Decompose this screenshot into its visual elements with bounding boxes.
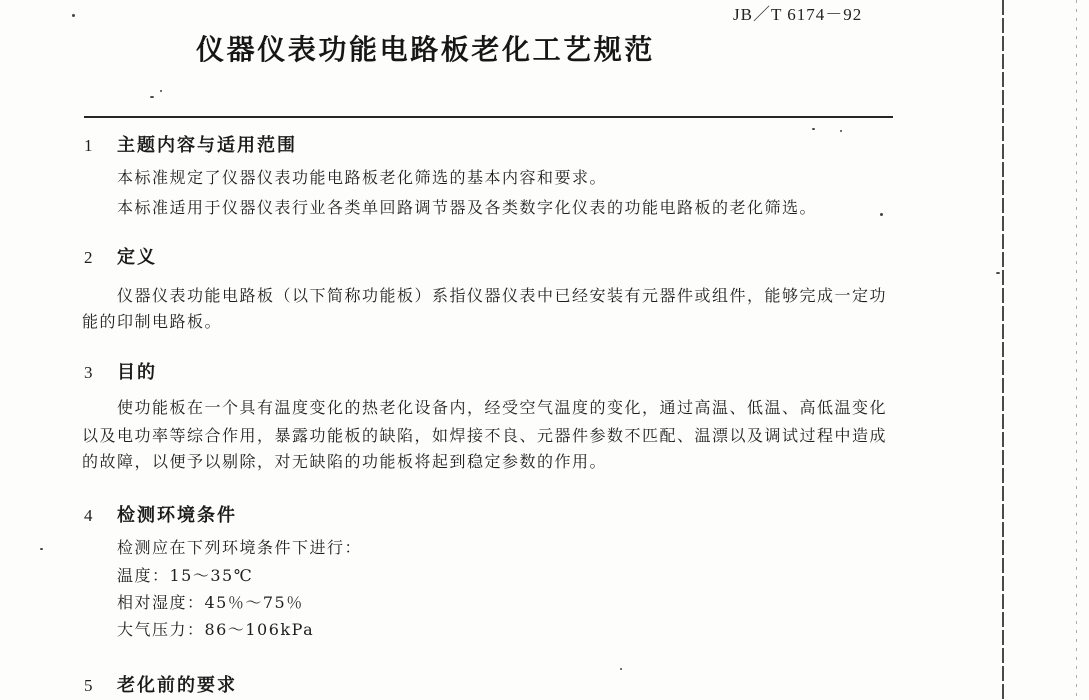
paragraph-line: 检测应在下列环境条件下进行： [117, 538, 363, 557]
scan-speck [72, 14, 75, 17]
scan-speck [840, 130, 842, 132]
paragraph-line: 仪器仪表功能电路板（以下简称功能板）系指仪器仪表中已经安装有元器件或组件，能够完成一定功 [117, 286, 888, 305]
section-heading: 目的 [117, 362, 157, 383]
section-number: 4 [84, 506, 93, 525]
paragraph-line: 以及电功率等综合作用，暴露功能板的缺陷，如焊接不良、元器件参数不匹配、温漂以及调试过程中造成 [82, 426, 888, 445]
section-number: 5 [84, 676, 93, 695]
paragraph-line: 使功能板在一个具有温度变化的热老化设备内，经受空气温度的变化，通过高温、低温、高低温变化 [117, 398, 888, 417]
condition-item: 大气压力：86～106kPa [117, 620, 315, 639]
scan-speck [620, 668, 622, 670]
document-title: 仪器仪表功能电路板老化工艺规范 [196, 33, 656, 66]
paragraph-line: 的故障，以便予以剔除，对无缺陷的功能板将起到稳定参数的作用。 [82, 452, 608, 471]
section-heading: 老化前的要求 [117, 675, 237, 696]
section-heading: 主题内容与适用范围 [117, 135, 297, 156]
scan-edge-line [1002, 0, 1004, 700]
scan-speck [996, 272, 1000, 274]
scan-speck [880, 213, 883, 216]
scan-speck [160, 90, 162, 92]
section-heading: 定义 [117, 247, 157, 268]
scan-speck [812, 128, 815, 130]
title-divider [84, 116, 893, 118]
scan-edge-line [1076, 0, 1077, 700]
paragraph-line: 本标准适用于仪器仪表行业各类单回路调节器及各类数字化仪表的功能电路板的老化筛选。 [117, 198, 818, 217]
paragraph-line: 能的印制电路板。 [82, 312, 223, 331]
standard-number: JB／T 6174－92 [733, 5, 863, 24]
scan-speck [40, 548, 43, 550]
condition-item: 温度：15～35℃ [117, 566, 254, 585]
section-number: 2 [84, 248, 93, 267]
section-number: 1 [84, 136, 93, 155]
section-number: 3 [84, 363, 93, 382]
section-heading: 检测环境条件 [117, 505, 237, 526]
paragraph-line: 本标准规定了仪器仪表功能电路板老化筛选的基本内容和要求。 [117, 168, 608, 187]
condition-item: 相对湿度：45％～75％ [117, 593, 304, 612]
scan-speck [150, 96, 154, 98]
